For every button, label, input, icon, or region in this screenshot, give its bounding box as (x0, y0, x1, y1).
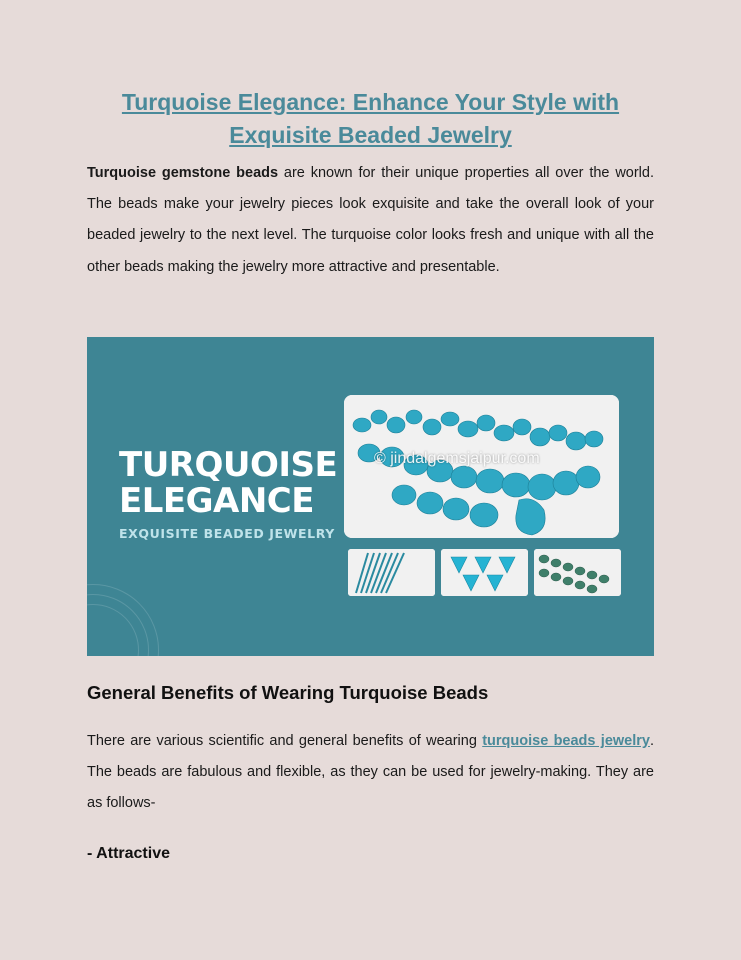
decorative-arc (87, 584, 159, 656)
title-line-2: Exquisite Beaded Jewelry (229, 122, 512, 148)
watermark-text: © jindalgemsjaipur.com (374, 450, 540, 467)
bead-thumbnail-necklace (534, 549, 621, 596)
bead-thumbnail-strands (348, 549, 435, 596)
page-title (87, 86, 654, 152)
benefits-text-before: There are various scientific and general benefits of wearing (87, 733, 483, 749)
benefits-text-after: . The beads are fabulous and flexible, as they can be used for jewelry-making. They are as follows- (87, 733, 654, 812)
banner-subtitle: EXQUISITE BEADED JEWELRY (119, 526, 335, 541)
intro-text: are known for their unique properties all over the world. The beads make your jewelry pieces look exquisite and take the overall look of your beaded jewelry to the next level. The turquoise color looks fresh and unique with all the other beads making the jewelry more attractive and presentable. (87, 165, 654, 275)
turquoise-beads-jewelry-link[interactable]: turquoise beads jewelry (482, 733, 650, 749)
intro-bold-lead: Turquoise gemstone beads (87, 165, 279, 181)
intro-paragraph (87, 158, 654, 283)
banner-title-line-1: TURQUOISE (119, 445, 338, 485)
title-line-1: Turquoise Elegance: Enhance Your Style with (121, 89, 620, 115)
sub-heading-attractive: - Attractive (87, 845, 170, 862)
banner-title (119, 447, 337, 519)
section-heading: General Benefits of Wearing Turquoise Beads (87, 682, 489, 703)
bead-thumbnail-drops (441, 549, 528, 596)
bead-photo-main (344, 395, 619, 538)
banner-image (87, 337, 654, 656)
banner-title-line-2: ELEGANCE (119, 481, 314, 521)
benefits-paragraph (87, 726, 654, 820)
